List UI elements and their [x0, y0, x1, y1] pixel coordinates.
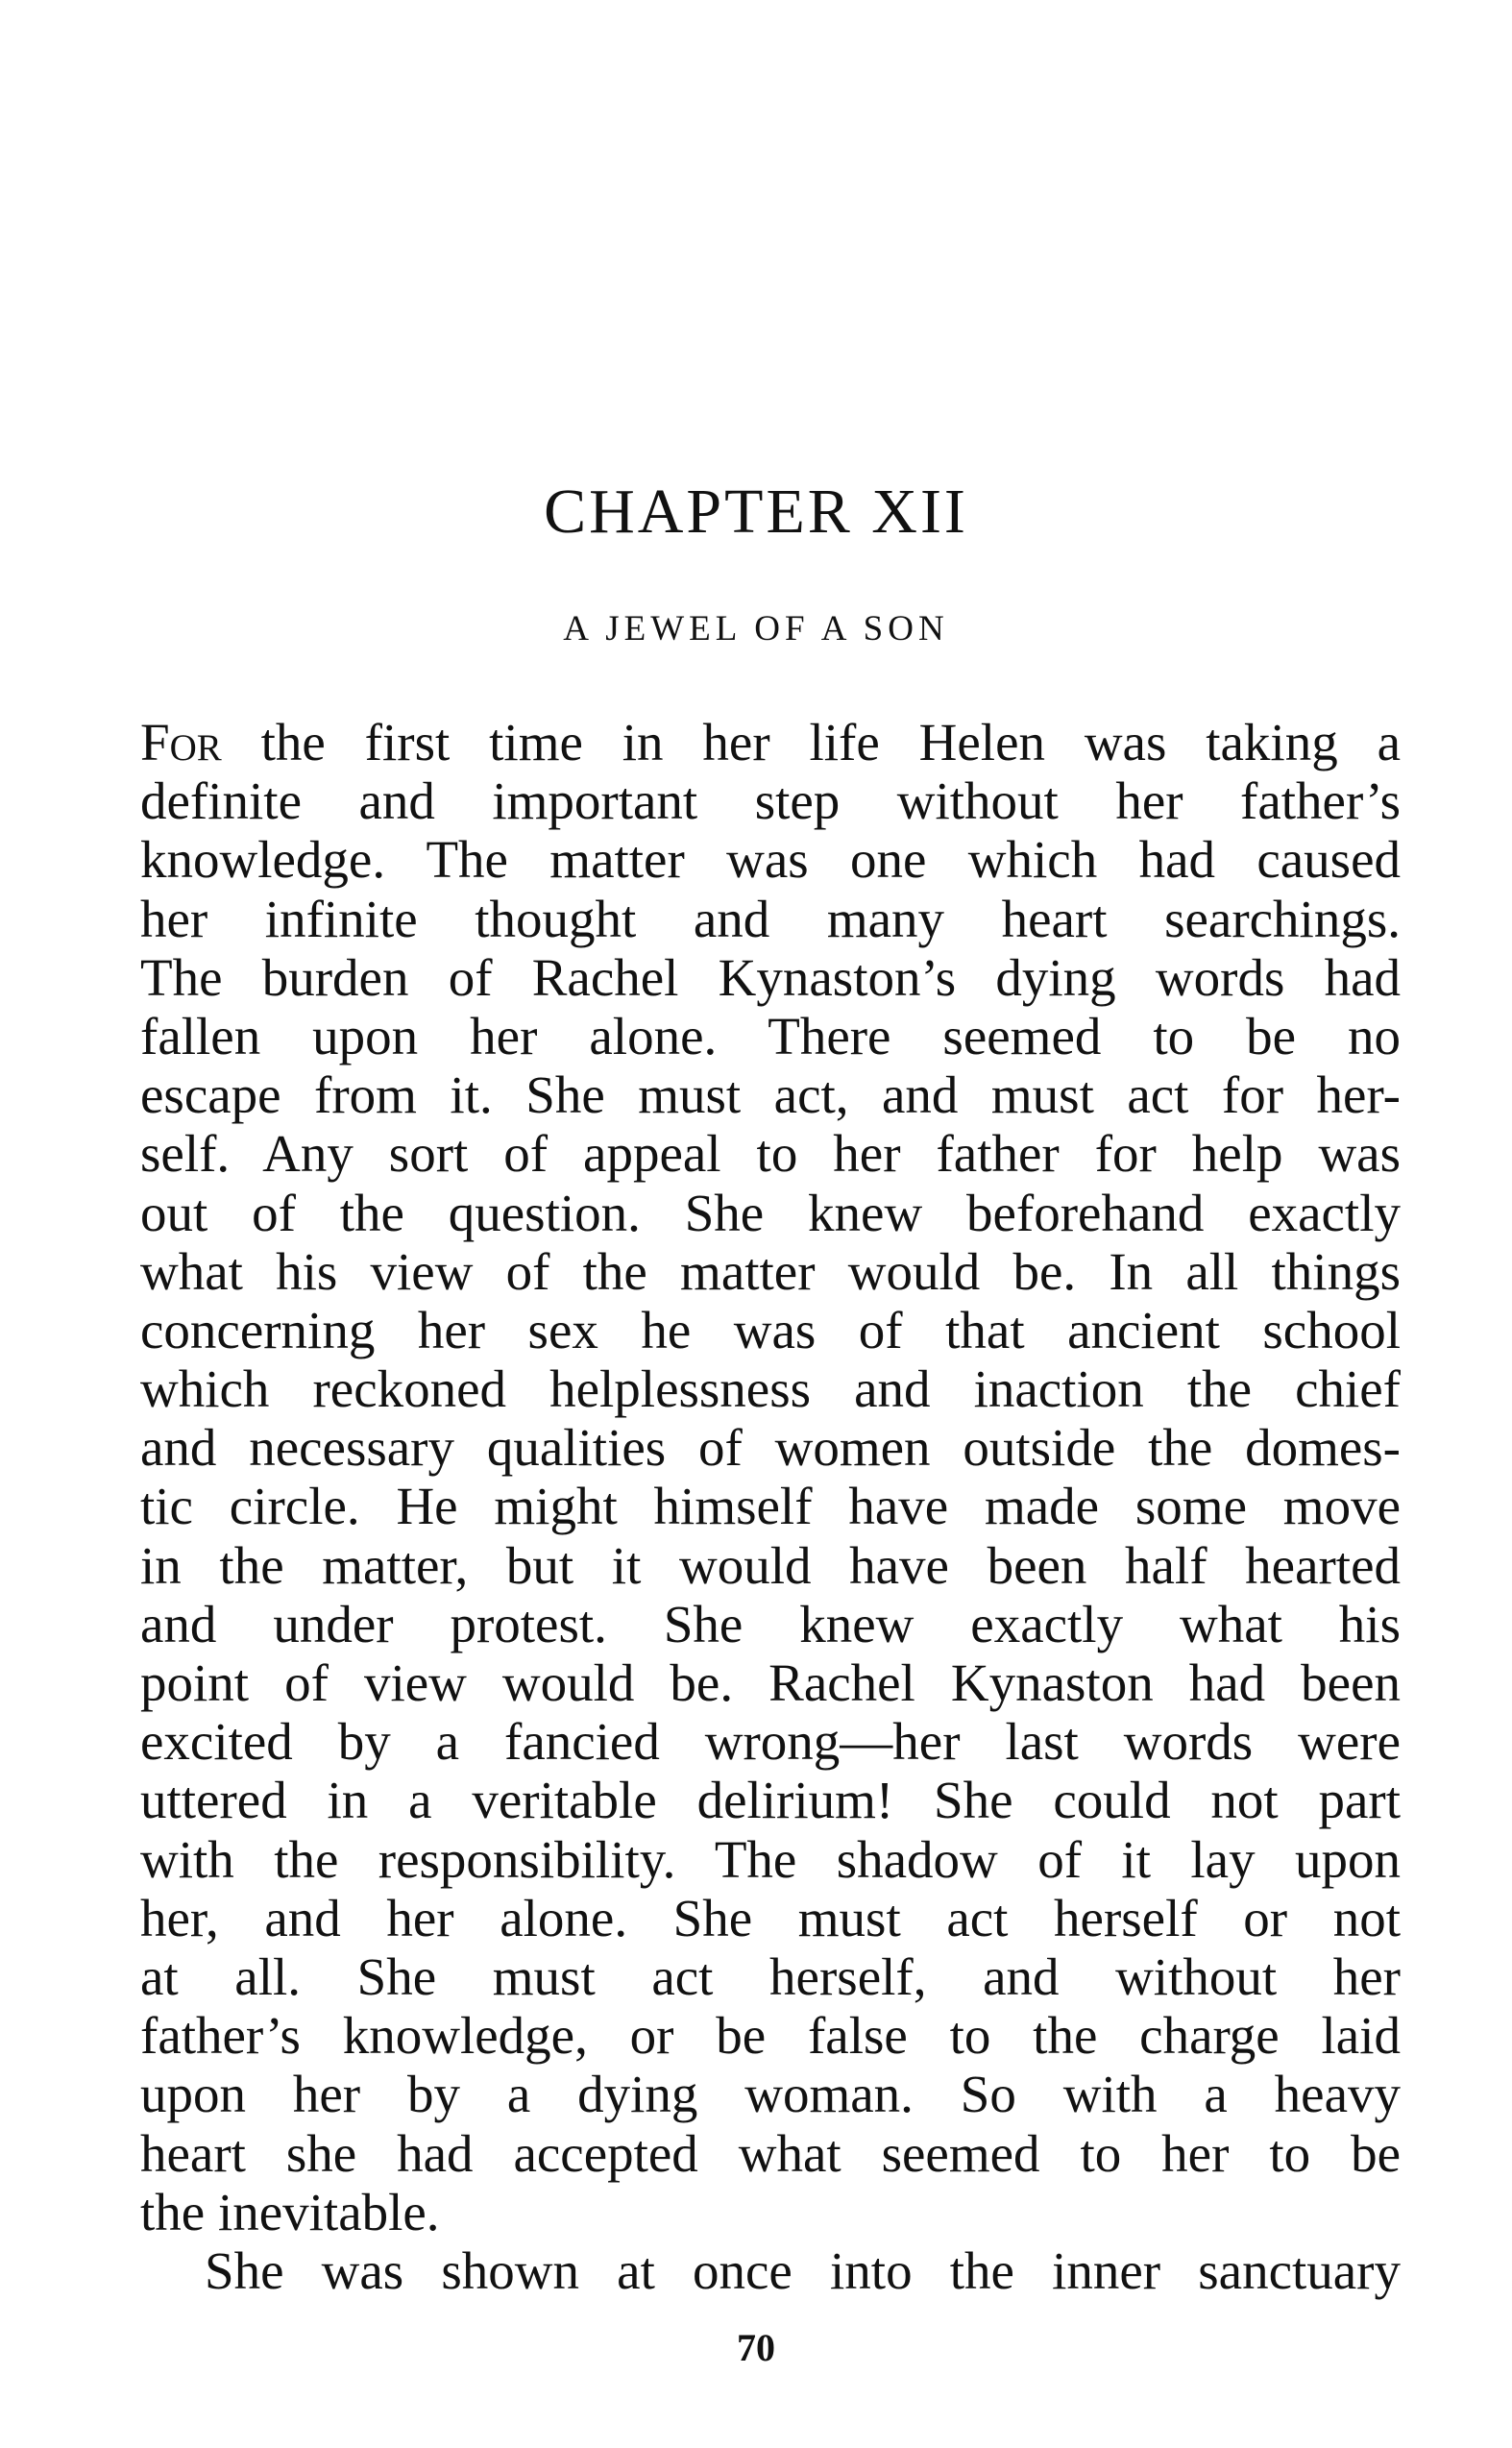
- text-line: with the responsibility. The shadow of it lay upon: [140, 1829, 1401, 1889]
- page-number: 70: [737, 2326, 775, 2369]
- opening-word: For: [140, 713, 222, 771]
- text-line: knowledge. The matter was one which had caused: [140, 830, 1401, 890]
- text-line: her infinite thought and many heart searchings.: [140, 889, 1401, 948]
- text-line: [140, 713, 1401, 771]
- text-line: at all. She must act herself, and without her: [140, 1946, 1401, 2006]
- text-line: concerning her sex he was of that ancient school: [140, 1300, 1401, 1359]
- text-line: self. Any sort of appeal to her father for help was: [140, 1124, 1401, 1184]
- text-line: definite and important step without her father’s: [140, 771, 1401, 831]
- text-line: fallen upon her alone. There seemed to be no: [140, 1006, 1401, 1065]
- text-line: upon her by a dying woman. So with a heavy: [140, 2065, 1401, 2124]
- text-line: heart she had accepted what seemed to her to be: [140, 2123, 1401, 2183]
- chapter-subtitle: A JEWEL OF A SON: [563, 609, 949, 649]
- text-line: the inevitable.: [140, 2182, 440, 2241]
- text-line: tic circle. He might himself have made some move: [140, 1477, 1401, 1536]
- text-line: and under protest. She knew exactly what his: [140, 1594, 1401, 1653]
- text-line: which reckoned helplessness and inaction the chief: [140, 1359, 1401, 1419]
- text-line: what his view of the matter would be. In all things: [140, 1241, 1401, 1301]
- text-line: uttered in a veritable delirium! She could not part: [140, 1771, 1401, 1830]
- text-line: excited by a fancied wrong—her last words were: [140, 1712, 1401, 1772]
- text-line-paragraph-start: She was shown at once into the inner sanctuary: [205, 2240, 1401, 2300]
- text-line: her, and her alone. She must act herself or not: [140, 1888, 1401, 1947]
- text-line: father’s knowledge, or be false to the charge laid: [140, 2006, 1401, 2066]
- text-line: in the matter, but it would have been half hearted: [140, 1535, 1401, 1595]
- text-line: out of the question. She knew beforehand exactly: [140, 1183, 1401, 1242]
- text-line: escape from it. She must act, and must act for her-: [140, 1065, 1401, 1125]
- text-line-content: the first time in her life Helen was taking a: [221, 713, 1401, 771]
- text-line: point of view would be. Rachel Kynaston had been: [140, 1653, 1401, 1712]
- text-line: and necessary qualities of women outside the domes-: [140, 1418, 1401, 1478]
- chapter-heading: CHAPTER XII: [544, 477, 968, 547]
- text-line: The burden of Rachel Kynaston’s dying words had: [140, 947, 1401, 1007]
- chapter-body: [140, 713, 1401, 2300]
